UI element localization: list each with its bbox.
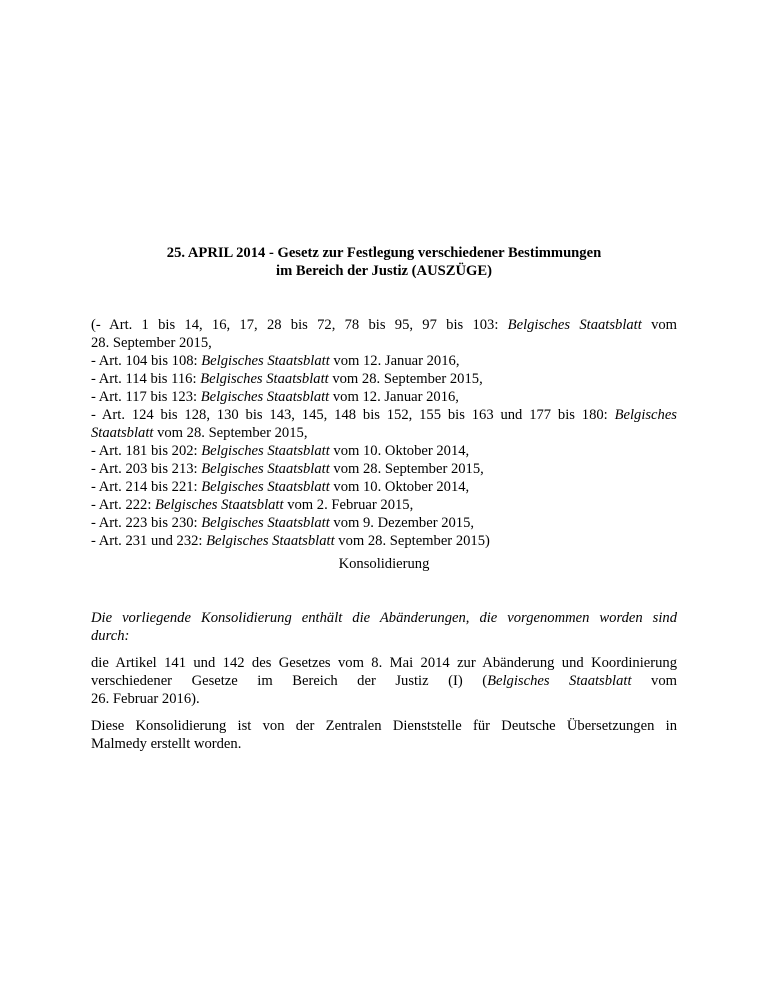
source-line-tail: vom 28. September 2015) xyxy=(334,533,490,549)
source-line-tail: vom 9. Dezember 2015, xyxy=(329,515,475,531)
source-line-lead: - Art. 214 bis 221: xyxy=(91,479,202,495)
amend-line-2-tail: vom xyxy=(631,673,677,689)
source-line-lead: - Art. 231 und 232: xyxy=(91,533,207,549)
source-line-lead: - Art. 181 bis 202: xyxy=(91,443,202,459)
source-line-lead: (- Art. 1 bis 14, 16, 17, 28 bis 72, 78 bis 95, 97 bis 103: xyxy=(91,317,508,333)
source-line xyxy=(91,478,677,496)
title-line-2: im Bereich der Justiz (AUSZÜGE) xyxy=(276,263,492,279)
amend-line-1: die Artikel 141 und 142 des Gesetzes vom 8. Mai 2014 zur Abänderung und Koordinierung xyxy=(91,655,677,671)
source-line-gazette: Belgisches Staatsblatt xyxy=(201,479,330,495)
source-line-gazette: Belgisches Staatsblatt xyxy=(200,371,329,387)
source-line xyxy=(91,406,677,424)
source-line-gazette: Belgisches Staatsblatt xyxy=(201,515,330,531)
source-line-tail: vom 28. September 2015, xyxy=(328,371,483,387)
title-line-1: 25. APRIL 2014 - Gesetz zur Festlegung verschiedener Bestimmungen xyxy=(166,245,602,261)
note-line-1: Diese Konsolidierung ist von der Zentralen Dienststelle für Deutsche Übersetzungen in xyxy=(91,718,677,734)
source-line-lead: - Art. 223 bis 230: xyxy=(91,515,202,531)
source-line-tail: vom 12. Januar 2016, xyxy=(329,353,460,369)
amend-line-3: 26. Februar 2016). xyxy=(91,691,200,707)
publication-sources-list xyxy=(91,316,677,550)
source-line-tail: vom 12. Januar 2016, xyxy=(329,389,459,405)
source-line-gazette: Belgisches Staatsblatt xyxy=(206,533,335,549)
source-line-lead: - Art. 114 bis 116: xyxy=(91,371,201,387)
source-line-tail: vom 10. Oktober 2014, xyxy=(329,479,470,495)
source-line xyxy=(91,424,677,442)
source-line-lead: - Art. 124 bis 128, 130 bis 143, 145, 148 bis 152, 155 bis 163 und 177 bis 180: xyxy=(91,407,615,423)
source-line-lead: 28. September 2015, xyxy=(91,335,212,351)
source-line xyxy=(91,532,677,550)
source-line xyxy=(91,514,677,532)
source-line-lead: - Art. 222: xyxy=(91,497,156,513)
source-line-gazette: Belgisches Staatsblatt xyxy=(201,353,330,369)
source-line xyxy=(91,460,677,478)
source-line-gazette: Belgisches Staatsblatt xyxy=(201,443,330,459)
source-line xyxy=(91,496,677,514)
source-line-lead: - Art. 104 bis 108: xyxy=(91,353,202,369)
source-line-tail: vom 10. Oktober 2014, xyxy=(329,443,470,459)
source-line-lead: - Art. 117 bis 123: xyxy=(91,389,201,405)
source-line-gazette: Belgisches Staatsblatt xyxy=(155,497,284,513)
note-line-2: Malmedy erstellt worden. xyxy=(91,736,242,752)
translation-note xyxy=(91,717,677,753)
amend-line-2 xyxy=(91,672,677,690)
source-line-gazette: Staatsblatt xyxy=(91,425,154,441)
source-line xyxy=(91,388,677,406)
source-line xyxy=(91,442,677,460)
intro-line-2: durch: xyxy=(91,628,130,644)
source-line xyxy=(91,352,677,370)
document-page xyxy=(91,0,677,994)
amend-line-2-lead: verschiedener Gesetze im Bereich der Justiz (I) ( xyxy=(91,673,488,689)
source-line-tail: vom xyxy=(641,317,678,333)
source-line-tail: vom 2. Februar 2015, xyxy=(283,497,414,513)
source-line-gazette: Belgisches Staatsblatt xyxy=(507,317,642,333)
source-line-lead: - Art. 203 bis 213: xyxy=(91,461,202,477)
source-line xyxy=(91,370,677,388)
konsolidierung-heading: Konsolidierung xyxy=(338,556,430,572)
amendment-paragraph xyxy=(91,654,677,708)
source-line-gazette: Belgisches Staatsblatt xyxy=(201,461,330,477)
source-line-gazette: Belgisches Staatsblatt xyxy=(200,389,330,405)
amend-line-2-gazette: Belgisches Staatsblatt xyxy=(487,673,632,689)
source-line xyxy=(91,316,677,334)
source-line-gazette: Belgisches xyxy=(614,407,677,423)
intro-line-1: Die vorliegende Konsolidierung enthält die Abänderungen, die vorgenommen worden sind xyxy=(91,610,677,626)
document-title xyxy=(91,244,677,280)
source-line-tail: vom 28. September 2015, xyxy=(153,425,308,441)
source-line xyxy=(91,334,677,352)
source-line-tail: vom 28. September 2015, xyxy=(329,461,484,477)
konsolidierung-intro xyxy=(91,609,677,645)
